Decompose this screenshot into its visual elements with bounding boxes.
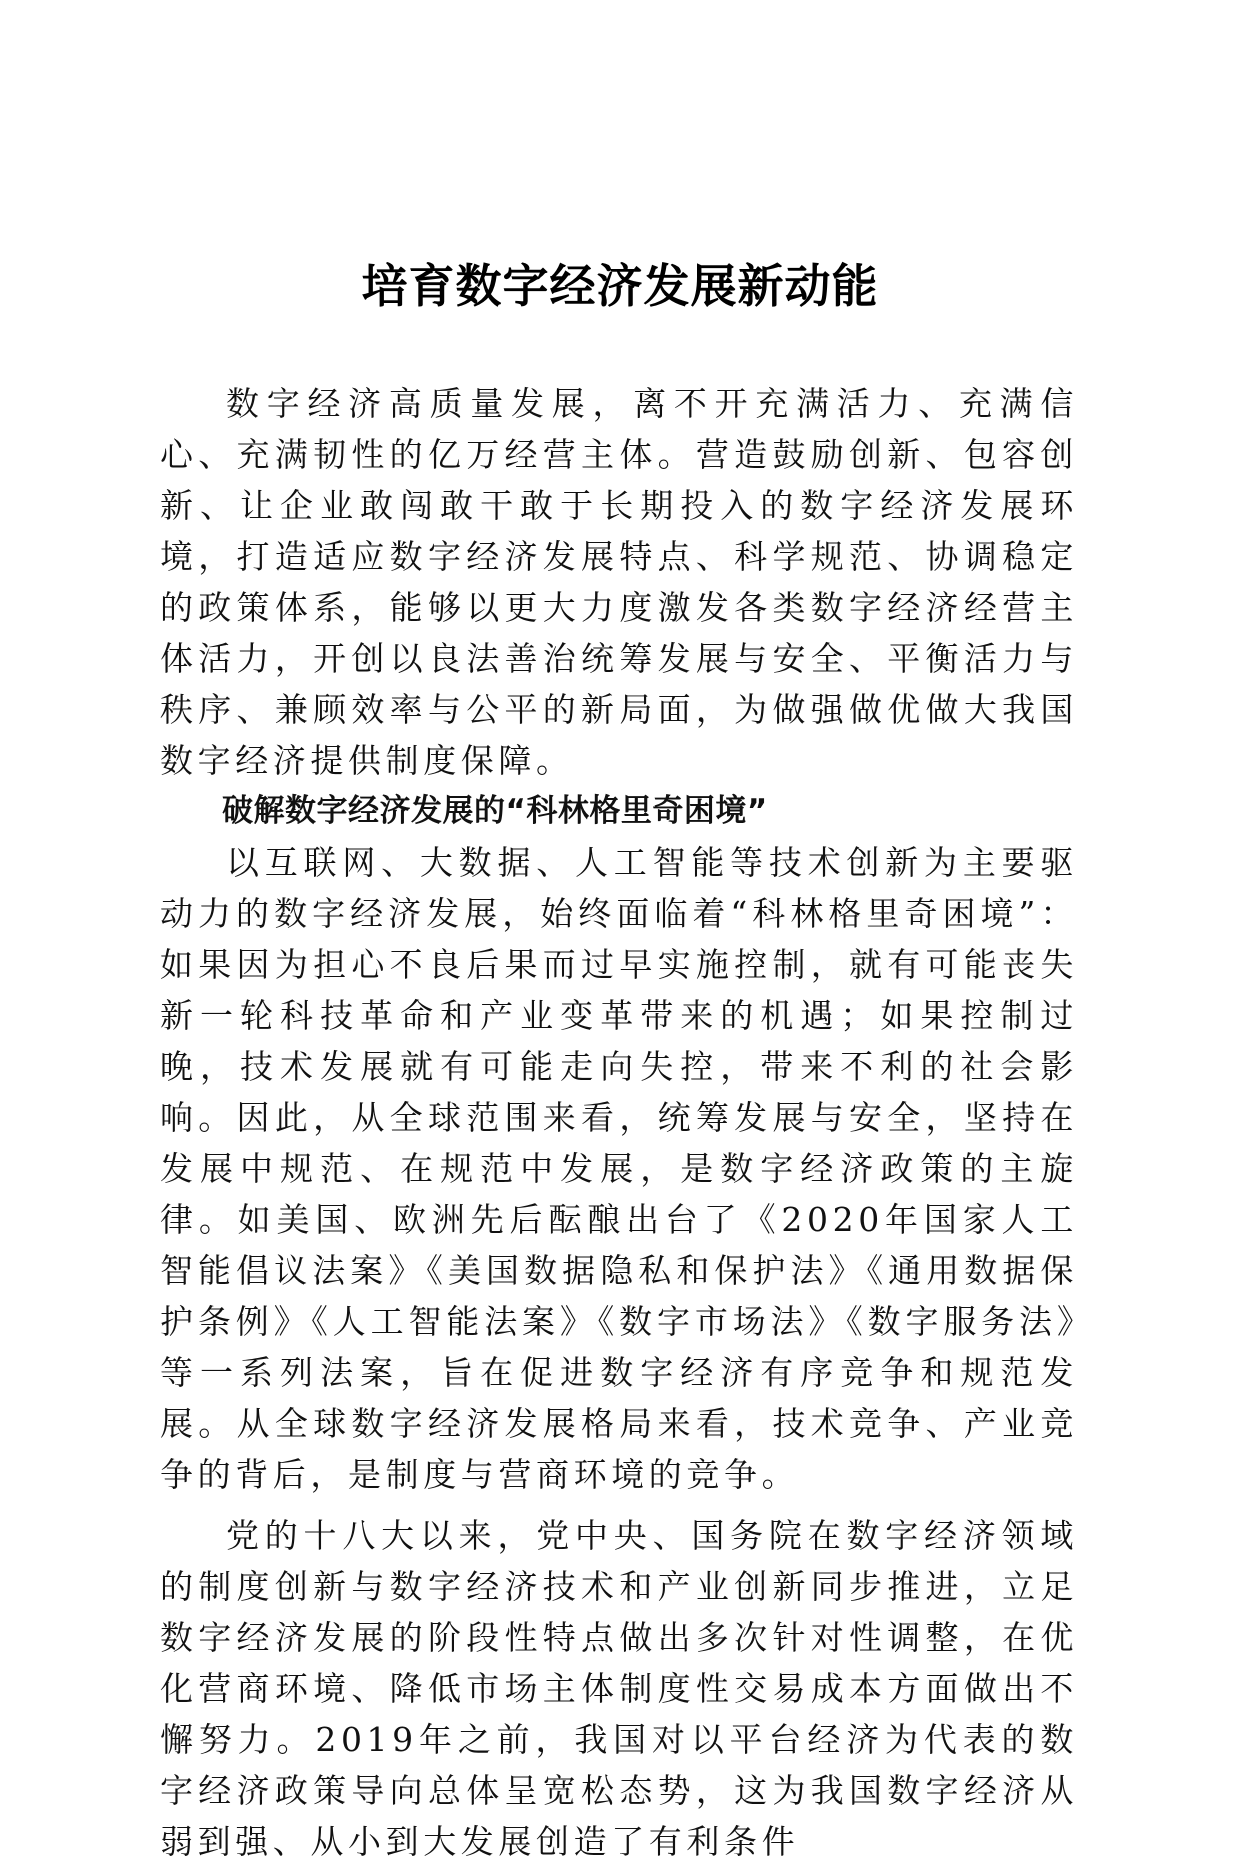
paragraph-intro: 数字经济高质量发展，离不开充满活力、充满信心、充满韧性的亿万经营主体。营造鼓励创新、包容创新、让企业敢闯敢干敢于长期投入的数字经济发展环境，打造适应数字经济发展特点、科学规范、协调稳定的政策体系，能够以更大力度激发各类数字经济经营主体活力，开创以良法善治统筹发展与安全、平衡活力与秩序、兼顾效率与公平的新局面，为做强做优做大我国数字经济提供制度保障。 (160, 384, 1078, 780)
article-body (160, 378, 1078, 1867)
paragraph-policy: 党的十八大以来，党中央、国务院在数字经济领域的制度创新与数字经济技术和产业创新同步推进，立足数字经济发展的阶段性特点做出多次针对性调整，在优化营商环境、降低市场主体制度性交易成本方面做出不懈努力。2019年之前，我国对以平台经济为代表的数字经济政策导向总体呈宽松态势，这为我国数字经济从弱到强、从小到大发展创造了有利条件 (160, 1516, 1078, 1861)
section-heading: 破解数字经济发展的“科林格里奇困境” (222, 793, 768, 829)
article-title: 培育数字经济发展新动能 (361, 259, 879, 313)
paragraph-collingridge: 以互联网、大数据、人工智能等技术创新为主要驱动力的数字经济发展，始终面临着“科林格里奇困境”：如果因为担心不良后果而过早实施控制，就有可能丧失新一轮科技革命和产业变革带来的机遇；如果控制过晚，技术发展就有可能走向失控，带来不利的社会影响。因此，从全球范围来看，统筹发展与安全，坚持在发展中规范、在规范中发展，是数字经济政策的主旋律。如美国、欧洲先后酝酿出台了《2020年国家人工智能倡议法案》《美国数据隐私和保护法》《通用数据保护条例》《人工智能法案》《数字市场法》《数字服务法》等一系列法案，旨在促进数字经济有序竞争和规范发展。从全球数字经济发展格局来看，技术竞争、产业竞争的背后，是制度与营商环境的竞争。 (160, 843, 1078, 1494)
